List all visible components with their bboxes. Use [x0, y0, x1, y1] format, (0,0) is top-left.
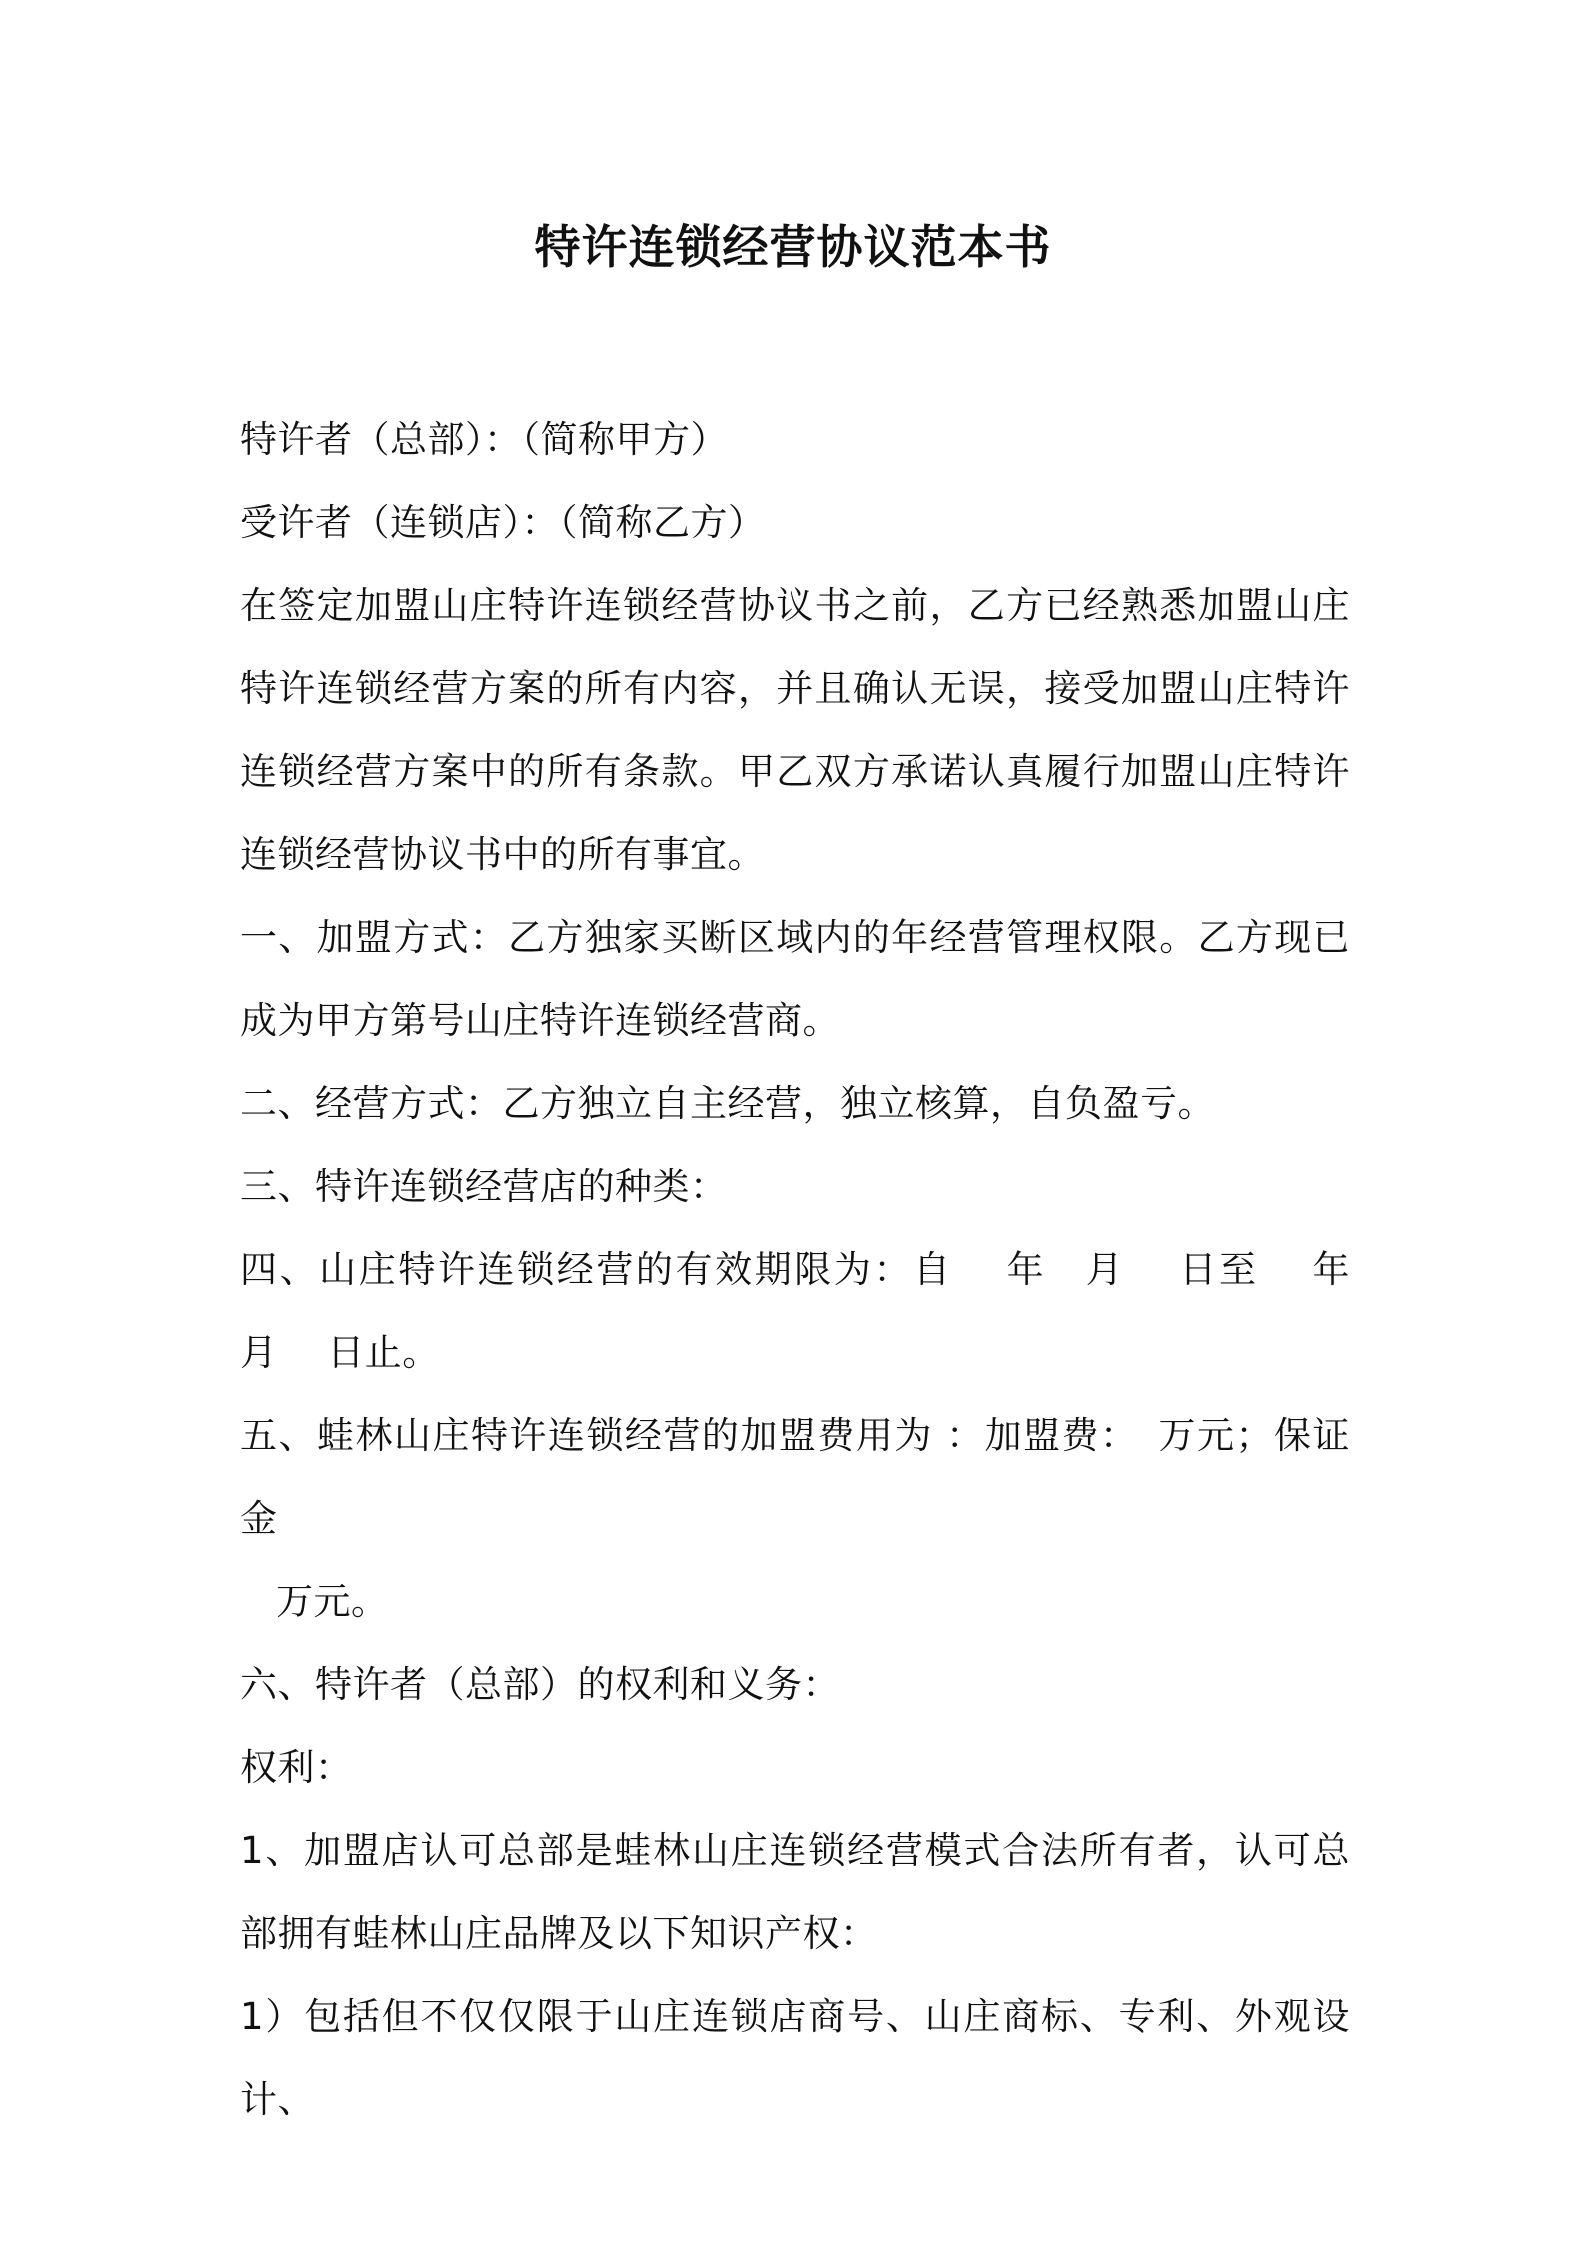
clause-2-operation-method: 二、经营方式：乙方独立自主经营，独立核算，自负盈亏。 [240, 1082, 1215, 1125]
clause-4-validity-period: 四、山庄特许连锁经营的有效期限为：自 年 月 日至 年 月 日止。 [240, 1248, 1388, 1374]
clause-5-fees: 五、蛙林山庄特许连锁经营的加盟费用为 ：加盟费： 万元；保证金 [240, 1414, 1350, 1540]
clause-3-store-types: 三、特许连锁经营店的种类： [240, 1165, 728, 1208]
rights-heading: 权利： [240, 1746, 353, 1789]
party-b-line: 受许者（连锁店）：（简称乙方） [240, 501, 766, 544]
party-a-line: 特许者（总部）：（简称甲方） [240, 418, 728, 461]
rights-item-1: 1、加盟店认可总部是蛙林山庄连锁经营模式合法所有者，认可总部拥有蛙林山庄品牌及以下知识产权： [240, 1829, 1350, 1955]
clause-1-join-method: 一、加盟方式：乙方独家买断区域内的年经营管理权限。乙方现已成为甲方第号山庄特许连锁经营商。 [240, 916, 1350, 1042]
document-title: 特许连锁经营协议范本书 [534, 220, 1052, 274]
clause-5-fees-continued: 万元。 [276, 1580, 389, 1623]
clause-6-heading: 六、特许者（总部）的权利和义务： [240, 1663, 840, 1706]
rights-subitem-1: 1）包括但不仅仅限于山庄连锁店商号、山庄商标、专利、外观设计、 [240, 1995, 1350, 2121]
preamble-paragraph: 在签定加盟山庄特许连锁经营协议书之前，乙方已经熟悉加盟山庄特许连锁经营方案的所有内容，并且确认无误，接受加盟山庄特许连锁经营方案中的所有条款。甲乙双方承诺认真履行加盟山庄特许连锁经营协议书中的所有事宜。 [240, 584, 1350, 876]
document-body [240, 398, 1388, 2141]
